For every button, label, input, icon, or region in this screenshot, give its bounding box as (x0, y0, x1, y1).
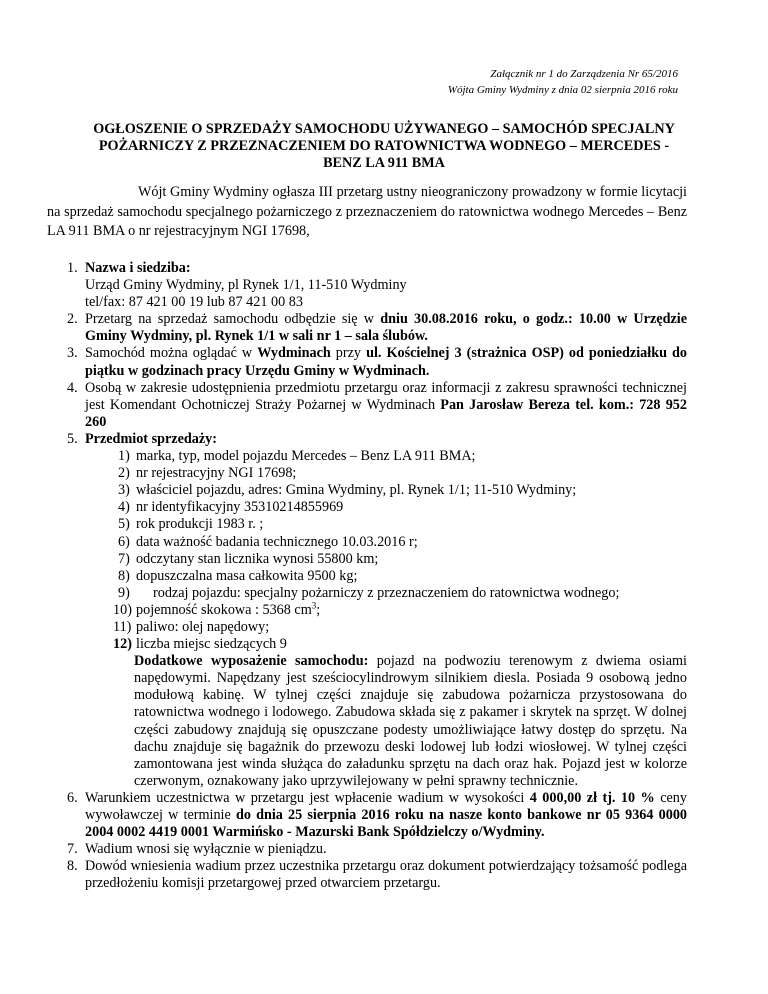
item-text: Samochód można oglądać w (85, 345, 258, 362)
additional-equipment (85, 653, 687, 790)
list-item-7 (47, 841, 687, 858)
list-number: 7. (67, 841, 78, 858)
viewing-town: Wydminach (257, 345, 331, 362)
document-title: OGŁOSZENIE O SPRZEDAŻY SAMOCHODU UŻYWANEGO – SAMOCHÓD SPECJALNY POŻARNICZY Z PRZEZNACZENIEM DO RATOWNICTWA WODNEGO – MERCEDES -BENZ LA 911 BMA (93, 121, 675, 171)
vehicle-detail: 3) właściciel pojazdu, adres: Gmina Wydminy, pl. Rynek 1/1; 11-510 Wydminy; (118, 482, 577, 499)
item-text: Dowód wniesienia wadium przez uczestnika przetargu oraz dokument potwierdzający tożsamość podlega przedłożeniu komisji przetargowej przed otwarciem przetargu. (85, 858, 687, 892)
bank-account: do dnia 25 sierpnia 2016 roku na nasze konto bankowe nr 05 9364 0000 2004 0002 4419 0001 Warmińsko - Mazurski Bank Spółdzielczy o/Wydminy. (85, 807, 688, 841)
list-number: 8. (67, 858, 78, 875)
item-text: ceny wywoławczej w terminie (85, 789, 687, 823)
vehicle-detail: 6) data ważność badania technicznego 10.03.2016 r; (118, 533, 418, 550)
list-item-6 (47, 790, 687, 841)
item-text: Przetarg na sprzedaż samochodu odbędzie się w (85, 311, 381, 328)
attachment-note-line2: Wójta Gminy Wydminy z dnia 02 sierpnia 2016 roku (447, 84, 678, 96)
contact-person: Pan Jarosław Bereza tel. kom.: 728 952 260 (85, 396, 687, 430)
auction-date: dniu 30.08.2016 roku, o godz.: 10.00 w Urzędzie Gminy Wydminy, pl. Rynek 1/1 w sali nr 1 – sala ślubów. (85, 311, 687, 345)
list-item-1 (47, 260, 687, 311)
vehicle-details-list (85, 448, 687, 653)
vehicle-detail: 2) nr rejestracyjny NGI 17698; (118, 465, 297, 482)
attachment-note (448, 66, 678, 98)
list-number: 2. (67, 311, 78, 328)
vehicle-detail: 4) nr identyfikacyjny 35310214855969 (118, 499, 344, 516)
list-item-4 (47, 380, 687, 431)
list-number: 5. (67, 430, 78, 447)
item-heading: Nazwa i siedziba: (85, 260, 191, 276)
additional-equipment-heading: Dodatkowe wyposażenie samochodu: (134, 653, 369, 670)
list-number: 1. (67, 260, 78, 276)
list-number: 3. (67, 345, 78, 362)
list-number: 6. (67, 789, 78, 806)
vehicle-detail: 11) paliwo: olej napędowy; (113, 618, 270, 635)
item-text: przy (330, 345, 367, 362)
list-item-5 (47, 431, 687, 790)
vehicle-detail: 9) rodzaj pojazdu: specjalny pożarniczy z przeznaczeniem do ratownictwa wodnego; (118, 584, 620, 601)
item-text: Osobą w zakresie udostępnienia przedmiotu przetargu oraz informacji z zakresu sprawności technicznej jest Komendant Ochotniczej Straży Pożarnej w Wydminach (85, 379, 687, 413)
deposit-amount: 4 000,00 zł tj. 10 % (529, 789, 655, 806)
vehicle-detail: 12) liczba miejsc siedzących 9 (113, 636, 287, 653)
item-heading: Przedmiot sprzedaży: (85, 430, 217, 447)
intro-paragraph: Wójt Gminy Wydminy ogłasza III przetarg ustny nieograniczony prowadzony w formie licytacji na sprzedaż samochodu specjalnego pożarniczego z przeznaczeniem do ratownictwa wodnego Mercedes – Benz LA 911 BMA o nr rejestracyjnym NGI 17698, (47, 184, 687, 239)
list-item-2 (47, 311, 687, 345)
office-phone: tel/fax: 87 421 00 19 lub 87 421 00 83 (85, 294, 303, 311)
vehicle-detail: 10) pojemność skokowa : 5368 $cm^3$; (113, 600, 321, 618)
viewing-location: ul. Kościelnej 3 (strażnica OSP) od poniedziałku do piątku w godzinach pracy Urzędu Gminy w Wydminach. (85, 345, 688, 379)
superscript: 3 (311, 600, 317, 611)
vehicle-detail: 5) rok produkcji 1983 r. ; (118, 516, 264, 533)
vehicle-detail: 1) marka, typ, model pojazdu Mercedes – Benz LA 911 BMA; (118, 448, 476, 465)
item-text: Warunkiem uczestnictwa w przetargu jest wpłacenie wadium w wysokości (85, 789, 530, 806)
vehicle-detail: 8) dopuszczalna masa całkowita 9500 kg; (118, 567, 358, 584)
list-item-8 (47, 858, 687, 892)
item-text: Wadium wnosi się wyłącznie w pieniądzu. (85, 841, 327, 858)
attachment-note-line1: Załącznik nr 1 do Zarządzenia Nr 65/2016 (490, 68, 678, 80)
numbered-list (47, 260, 687, 892)
vehicle-detail: 7) odczytany stan licznika wynosi 55800 km; (118, 550, 379, 567)
list-number: 4. (67, 379, 78, 396)
list-item-3 (47, 345, 687, 379)
office-address: Urząd Gminy Wydminy, pl Rynek 1/1, 11-510 Wydminy (85, 277, 407, 294)
additional-equipment-text: pojazd na podwoziu terenowym z dwiema osiami napędowymi. Napędzany jest sześciocylindrowym silnikiem diesla. Posiada 9 osobową jedno modułową kabinę. W tylnej części znajduje się zabudowa pożarnicza przystosowana do ratownictwa wodnego i lodowego. Zabudowa składa się z pakamer i skrytek na sprzęt. W dolnej części zabudowy znajdują się opuszczane podesty umożliwiające łatwy dostęp do sprzętu. Na dachu znajduje się bagażnik do przewozu deski lodowej lub łodzi wiosłowej. W tylnej części zamontowana jest winda służąca do załadunku sprzętu na dach oraz hak. Pojazd jest w kolorze czerwonym, oznakowany jako uprzywilejowany w pełni sprawny technicznie. (134, 653, 687, 789)
